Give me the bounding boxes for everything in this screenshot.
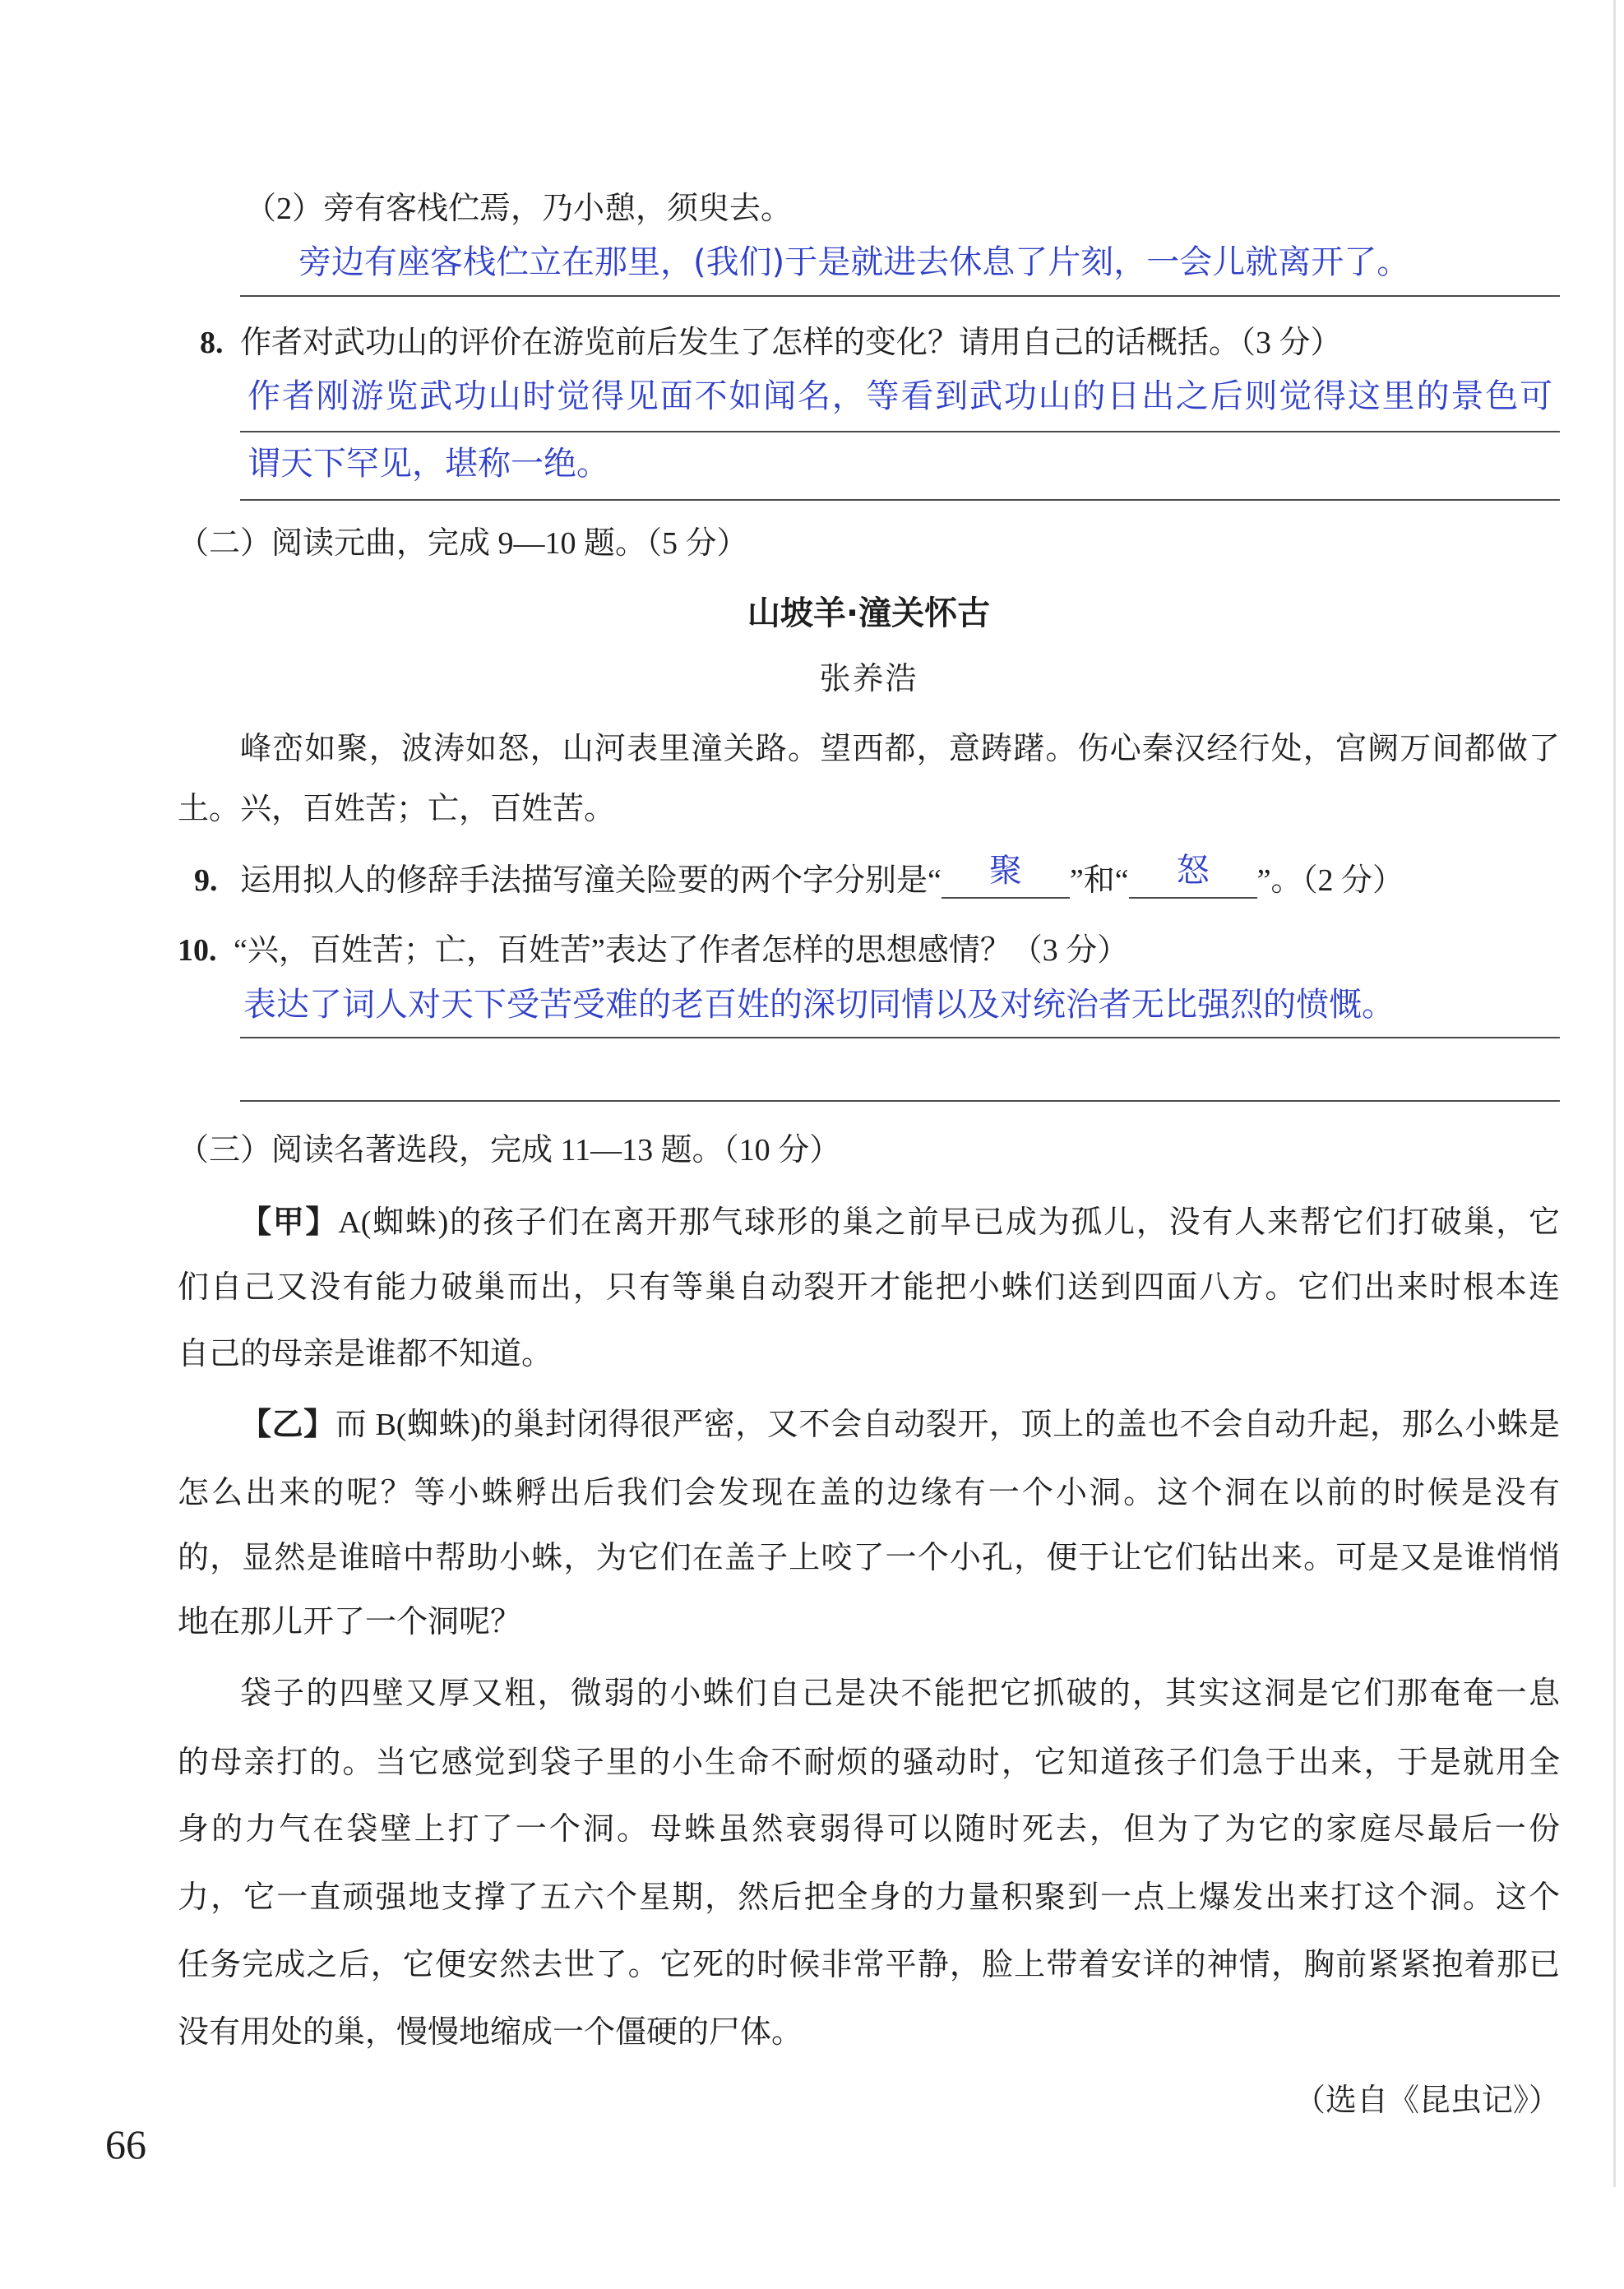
poem-title: 山坡羊·潼关怀古 — [747, 594, 991, 632]
answer-blank-1 — [942, 852, 1070, 899]
poem-line: 峰峦如聚，波涛如怒，山河表里潼关路。望西都，意踌躇。伤心秦汉经行处，宫阙万间都做了 — [240, 732, 1560, 766]
passage-yi-line — [240, 1401, 1560, 1447]
passage-paragraph-line: 的母亲打的。当它感觉到袋子里的小生命不耐烦的骚动时，它知道孩子们急于出来，于是就用全 — [178, 1746, 1560, 1780]
answer-blank-2-text: 怒 — [1176, 852, 1210, 890]
passage-yi-text: 而 B(蜘蛛)的巢封闭得很严密，又不会自动裂开，顶上的盖也不会自动升起，那么小蛛是 — [335, 1408, 1560, 1442]
passage-paragraph-line: 身的力气在袋壁上打了一个洞。母蛛虽然衰弱得可以随时死去，但为了为它的家庭尽最后一份 — [178, 1812, 1560, 1847]
translation-item — [245, 186, 792, 232]
passage-yi-line: 地在那儿开了一个洞呢？ — [178, 1605, 522, 1639]
question-9-text-between: ”和“ — [1069, 863, 1129, 898]
section-2-heading: （二）阅读元曲，完成 9—10 题。（5 分） — [178, 526, 748, 561]
answer-blank-1-text: 聚 — [988, 852, 1022, 890]
poem-line: 土。兴，百姓苦；亡，百姓苦。 — [178, 792, 616, 826]
passage-jia-line — [240, 1199, 1560, 1245]
answer-rule-line — [240, 499, 1560, 501]
passage-yi-label: 【乙】 — [240, 1406, 335, 1442]
page-number: 66 — [105, 2121, 146, 2167]
section-3-heading: （三）阅读名著选段，完成 11—13 题。（10 分） — [178, 1133, 841, 1168]
question-10-prompt: “兴，百姓苦；亡，百姓苦”表达了作者怎样的思想感情？（3 分） — [234, 933, 1129, 968]
answer-rule-line — [240, 295, 1560, 297]
answer-rule-line — [240, 1037, 1560, 1038]
passage-yi-line: 的，显然是谁暗中帮助小蛛，为它们在盖子上咬了一个小孔，便于让它们钻出来。可是又是谁悄悄 — [178, 1541, 1560, 1575]
question-8-number: 8. — [200, 326, 224, 360]
passage-jia-text: A(蜘蛛)的孩子们在离开那气球形的巢之前早已成为孤儿，没有人来帮它们打破巢，它 — [338, 1205, 1560, 1240]
question-9-number: 9. — [194, 863, 218, 898]
translation-item-label: （2） — [245, 192, 324, 226]
poem-author: 张养浩 — [819, 662, 918, 696]
passage-paragraph-line: 袋子的四壁又厚又粗，微弱的小蛛们自己是决不能把它抓破的，其实这洞是它们那奄奄一息 — [240, 1676, 1560, 1711]
question-8-answer-line: 谓天下罕见，堪称一绝。 — [248, 445, 609, 483]
passage-paragraph-line: 没有用处的巢，慢慢地缩成一个僵硬的尸体。 — [178, 2015, 803, 2050]
page-edge-shadow — [1613, 0, 1616, 2187]
passage-jia-line: 们自己又没有能力破巢而出，只有等巢自动裂开才能把小蛛们送到四面八方。它们出来时根本连 — [178, 1270, 1560, 1305]
question-9-text-after: ”。（2 分） — [1256, 863, 1404, 898]
answer-rule-line — [240, 1100, 1560, 1102]
passage-jia-label: 【甲】 — [240, 1204, 339, 1240]
passage-paragraph-line: 力，它一直顽强地支撑了五六个星期，然后把全身的力量积聚到一点上爆发出来打这个洞。这个 — [178, 1880, 1560, 1915]
passage-paragraph-line: 任务完成之后，它便安然去世了。它死的时候非常平静，脸上带着安详的神情，胸前紧紧抱着那已 — [178, 1948, 1560, 1982]
question-8-prompt: 作者对武功山的评价在游览前后发生了怎样的变化？请用自己的话概括。（3 分） — [240, 326, 1342, 360]
translation-item-sentence: 旁有客栈伫焉，乃小憩，须臾去。 — [323, 192, 793, 226]
translation-answer: 旁边有座客栈伫立在那里，(我们)于是就进去休息了片刻，一会儿就离开了。 — [298, 243, 1410, 281]
passage-jia-line: 自己的母亲是谁都不知道。 — [178, 1337, 553, 1371]
question-9-text-before: 运用拟人的修辞手法描写潼关险要的两个字分别是“ — [240, 863, 942, 898]
question-10-number: 10. — [178, 933, 217, 968]
question-10-answer: 表达了词人对天下受苦受难的老百姓的深切同情以及对统治者无比强烈的愤慨。 — [243, 986, 1395, 1024]
passage-yi-line: 怎么出来的呢？等小蛛孵出后我们会发现在盖的边缘有一个小洞。这个洞在以前的时候是没有 — [178, 1476, 1560, 1510]
answer-blank-2 — [1129, 852, 1257, 899]
passage-source: （选自《昆虫记》） — [1293, 2083, 1560, 2118]
question-8-answer-line: 作者刚游览武功山时觉得见面不如闻名，等看到武功山的日出之后则觉得这里的景色可 — [248, 377, 1552, 415]
question-9-prompt — [240, 852, 1404, 904]
answer-rule-line — [240, 431, 1560, 432]
